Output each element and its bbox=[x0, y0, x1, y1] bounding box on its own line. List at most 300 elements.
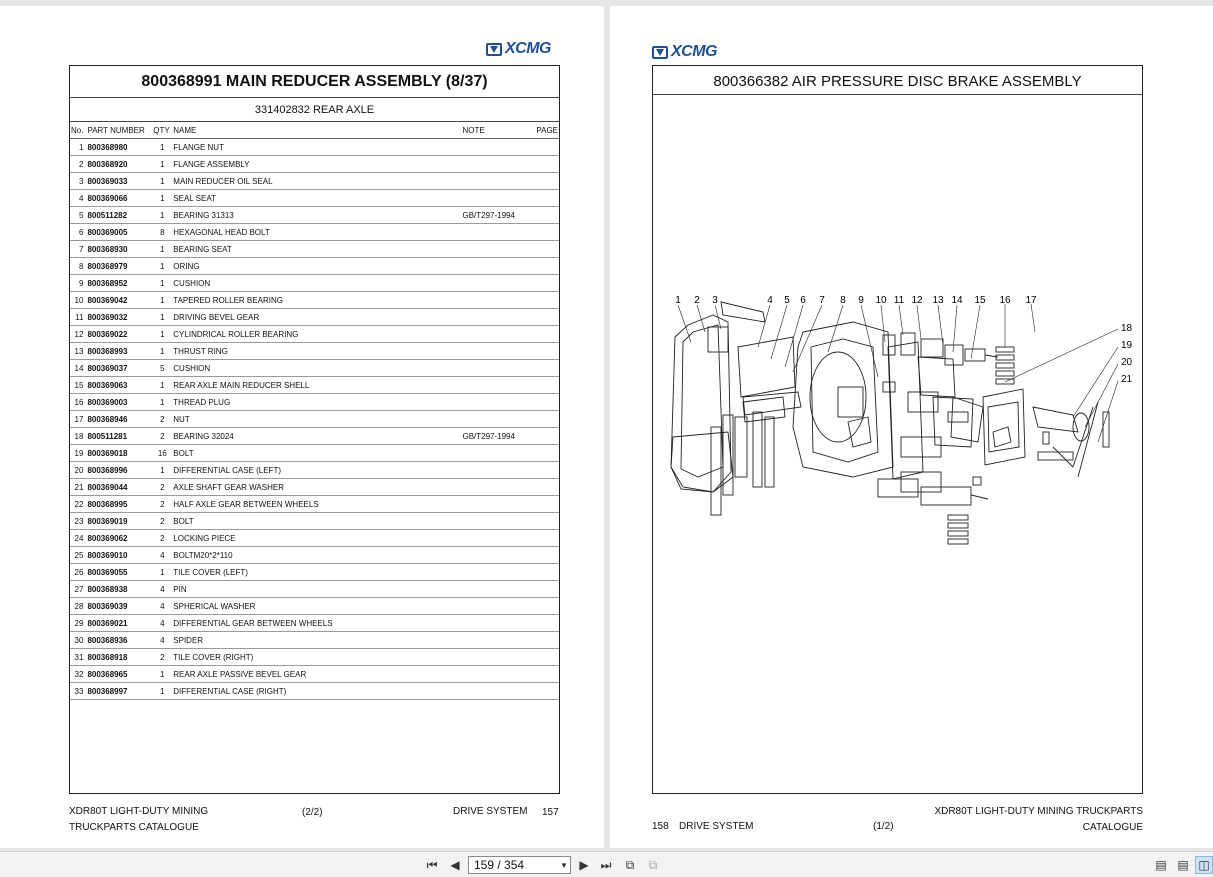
row-part-number: 800369021 bbox=[86, 615, 152, 632]
row-qty: 1 bbox=[152, 666, 172, 683]
table-row bbox=[70, 547, 559, 564]
callout-label: 12 bbox=[911, 295, 923, 306]
row-page bbox=[535, 598, 559, 615]
row-note bbox=[461, 190, 535, 207]
callout-label: 10 bbox=[875, 295, 887, 306]
xcmg-logo-icon bbox=[652, 46, 668, 59]
row-name: BEARING 31313 bbox=[172, 207, 461, 224]
row-part-number: 800369042 bbox=[86, 292, 152, 309]
table-row bbox=[70, 224, 559, 241]
row-page bbox=[535, 360, 559, 377]
row-note bbox=[461, 258, 535, 275]
row-part-number: 800368918 bbox=[86, 649, 152, 666]
single-page-icon: ▤ bbox=[1155, 858, 1167, 872]
row-qty: 4 bbox=[152, 581, 172, 598]
row-name: REAR AXLE MAIN REDUCER SHELL bbox=[172, 377, 461, 394]
row-no: 5 bbox=[70, 207, 86, 224]
row-note bbox=[461, 377, 535, 394]
row-page bbox=[535, 207, 559, 224]
right-footer-section: DRIVE SYSTEM bbox=[679, 821, 754, 832]
table-row bbox=[70, 445, 559, 462]
row-qty: 4 bbox=[152, 598, 172, 615]
row-qty: 1 bbox=[152, 564, 172, 581]
row-no: 6 bbox=[70, 224, 86, 241]
row-no: 14 bbox=[70, 360, 86, 377]
row-page bbox=[535, 241, 559, 258]
row-note: GB/T297-1994 bbox=[461, 207, 535, 224]
row-no: 27 bbox=[70, 581, 86, 598]
table-row bbox=[70, 479, 559, 496]
row-note bbox=[461, 326, 535, 343]
row-qty: 4 bbox=[152, 615, 172, 632]
row-part-number: 800369032 bbox=[86, 309, 152, 326]
row-note bbox=[461, 309, 535, 326]
row-note bbox=[461, 564, 535, 581]
row-page bbox=[535, 139, 559, 156]
row-qty: 1 bbox=[152, 190, 172, 207]
page-title: 800366382 AIR PRESSURE DISC BRAKE ASSEMBLY bbox=[653, 66, 1142, 95]
row-name: CUSHION bbox=[172, 360, 461, 377]
table-row bbox=[70, 666, 559, 683]
row-page bbox=[535, 666, 559, 683]
table-row bbox=[70, 275, 559, 292]
last-page-button[interactable] bbox=[597, 856, 615, 874]
callout-label: 8 bbox=[840, 295, 846, 306]
row-qty: 1 bbox=[152, 156, 172, 173]
row-qty: 1 bbox=[152, 462, 172, 479]
previous-page-button[interactable] bbox=[446, 856, 464, 874]
row-part-number: 800369044 bbox=[86, 479, 152, 496]
row-name: SPHERICAL WASHER bbox=[172, 598, 461, 615]
row-part-number: 800368936 bbox=[86, 632, 152, 649]
row-qty: 2 bbox=[152, 496, 172, 513]
row-no: 11 bbox=[70, 309, 86, 326]
row-qty: 1 bbox=[152, 326, 172, 343]
row-note bbox=[461, 445, 535, 462]
right-footer-page-number: 158 bbox=[652, 821, 669, 832]
page-indicator-text: 159 / 354 bbox=[474, 858, 525, 872]
row-no: 2 bbox=[70, 156, 86, 173]
table-row bbox=[70, 258, 559, 275]
row-qty: 4 bbox=[152, 632, 172, 649]
row-page bbox=[535, 275, 559, 292]
row-no: 25 bbox=[70, 547, 86, 564]
col-name: NAME bbox=[172, 122, 461, 139]
table-row bbox=[70, 207, 559, 224]
table-row bbox=[70, 292, 559, 309]
row-no: 24 bbox=[70, 530, 86, 547]
row-page bbox=[535, 224, 559, 241]
row-note bbox=[461, 156, 535, 173]
row-part-number: 800368965 bbox=[86, 666, 152, 683]
callout-label: 3 bbox=[712, 295, 718, 306]
row-note bbox=[461, 173, 535, 190]
row-name: BEARING SEAT bbox=[172, 241, 461, 258]
row-qty: 1 bbox=[152, 309, 172, 326]
row-page bbox=[535, 564, 559, 581]
row-qty: 1 bbox=[152, 275, 172, 292]
table-row bbox=[70, 173, 559, 190]
row-note bbox=[461, 632, 535, 649]
row-part-number: 800368997 bbox=[86, 683, 152, 700]
table-row bbox=[70, 394, 559, 411]
row-no: 31 bbox=[70, 649, 86, 666]
row-no: 28 bbox=[70, 598, 86, 615]
col-page: PAGE bbox=[535, 122, 559, 139]
callout-label: 11 bbox=[893, 295, 905, 306]
row-part-number: 800368993 bbox=[86, 343, 152, 360]
row-part-number: 800369033 bbox=[86, 173, 152, 190]
table-row bbox=[70, 530, 559, 547]
row-qty: 1 bbox=[152, 292, 172, 309]
row-no: 10 bbox=[70, 292, 86, 309]
row-name: MAIN REDUCER OIL SEAL bbox=[172, 173, 461, 190]
callout-label: 2 bbox=[694, 295, 700, 306]
row-part-number: 800368920 bbox=[86, 156, 152, 173]
row-no: 8 bbox=[70, 258, 86, 275]
right-footer-page-part: (1/2) bbox=[873, 821, 894, 832]
row-part-number: 800511282 bbox=[86, 207, 152, 224]
right-page bbox=[610, 6, 1213, 848]
row-name: THRUST RING bbox=[172, 343, 461, 360]
row-qty: 8 bbox=[152, 224, 172, 241]
callout-labels bbox=[675, 295, 1132, 385]
callout-label: 1 bbox=[675, 295, 681, 306]
first-page-button[interactable] bbox=[423, 856, 441, 874]
row-note bbox=[461, 547, 535, 564]
row-no: 17 bbox=[70, 411, 86, 428]
row-part-number: 800369005 bbox=[86, 224, 152, 241]
row-qty: 1 bbox=[152, 683, 172, 700]
row-part-number: 800369039 bbox=[86, 598, 152, 615]
table-row bbox=[70, 326, 559, 343]
row-note bbox=[461, 394, 535, 411]
row-qty: 1 bbox=[152, 343, 172, 360]
row-page bbox=[535, 309, 559, 326]
row-part-number: 800368995 bbox=[86, 496, 152, 513]
row-no: 19 bbox=[70, 445, 86, 462]
row-name: FLANGE ASSEMBLY bbox=[172, 156, 461, 173]
table-row bbox=[70, 360, 559, 377]
row-part-number: 800369010 bbox=[86, 547, 152, 564]
row-name: HALF AXLE GEAR BETWEEN WHEELS bbox=[172, 496, 461, 513]
xcmg-logo-icon bbox=[486, 43, 502, 56]
row-name: SPIDER bbox=[172, 632, 461, 649]
single-page-view-button[interactable] bbox=[1152, 856, 1170, 874]
left-footer-section: DRIVE SYSTEM bbox=[453, 806, 528, 817]
row-part-number: 800369022 bbox=[86, 326, 152, 343]
row-page bbox=[535, 258, 559, 275]
row-name: AXLE SHAFT GEAR WASHER bbox=[172, 479, 461, 496]
table-row bbox=[70, 377, 559, 394]
table-row bbox=[70, 615, 559, 632]
table-row bbox=[70, 462, 559, 479]
row-note bbox=[461, 224, 535, 241]
row-note bbox=[461, 360, 535, 377]
row-qty: 5 bbox=[152, 360, 172, 377]
row-qty: 1 bbox=[152, 258, 172, 275]
row-note bbox=[461, 411, 535, 428]
row-page bbox=[535, 683, 559, 700]
parts-table-body bbox=[70, 139, 559, 700]
table-row bbox=[70, 683, 559, 700]
row-qty: 16 bbox=[152, 445, 172, 462]
row-no: 33 bbox=[70, 683, 86, 700]
row-page bbox=[535, 530, 559, 547]
table-row bbox=[70, 496, 559, 513]
table-row bbox=[70, 513, 559, 530]
row-name: CYLINDRICAL ROLLER BEARING bbox=[172, 326, 461, 343]
row-part-number: 800368946 bbox=[86, 411, 152, 428]
table-row bbox=[70, 309, 559, 326]
row-note: GB/T297-1994 bbox=[461, 428, 535, 445]
row-note bbox=[461, 343, 535, 360]
go-back-view-button[interactable] bbox=[621, 856, 639, 874]
row-no: 23 bbox=[70, 513, 86, 530]
row-no: 4 bbox=[70, 190, 86, 207]
row-note bbox=[461, 530, 535, 547]
row-no: 22 bbox=[70, 496, 86, 513]
row-part-number: 800369066 bbox=[86, 190, 152, 207]
row-note bbox=[461, 241, 535, 258]
table-row bbox=[70, 598, 559, 615]
row-part-number: 800368980 bbox=[86, 139, 152, 156]
row-page bbox=[535, 496, 559, 513]
row-no: 29 bbox=[70, 615, 86, 632]
chevron-down-icon[interactable]: ▼ bbox=[560, 860, 568, 870]
row-note bbox=[461, 666, 535, 683]
page-number-field[interactable] bbox=[468, 856, 571, 874]
table-row bbox=[70, 343, 559, 360]
row-qty: 1 bbox=[152, 394, 172, 411]
row-page bbox=[535, 326, 559, 343]
footer-line-2: CATALOGUE bbox=[1082, 822, 1143, 833]
row-no: 15 bbox=[70, 377, 86, 394]
row-qty: 1 bbox=[152, 173, 172, 190]
row-page bbox=[535, 462, 559, 479]
col-no: No. bbox=[70, 122, 86, 139]
row-no: 26 bbox=[70, 564, 86, 581]
callout-label: 16 bbox=[999, 295, 1011, 306]
footer-line-2: TRUCKPARTS CATALOGUE bbox=[69, 822, 199, 833]
left-footer-page-number: 157 bbox=[542, 807, 559, 818]
row-name: DRIVING BEVEL GEAR bbox=[172, 309, 461, 326]
next-page-button[interactable] bbox=[575, 856, 593, 874]
row-part-number: 800368979 bbox=[86, 258, 152, 275]
table-row bbox=[70, 581, 559, 598]
continuous-page-icon: ▤ bbox=[1177, 858, 1189, 872]
page-title: 800368991 MAIN REDUCER ASSEMBLY (8/37) bbox=[141, 73, 488, 90]
row-note bbox=[461, 496, 535, 513]
row-page bbox=[535, 615, 559, 632]
row-page bbox=[535, 292, 559, 309]
bolt-stack-1 bbox=[996, 347, 1014, 384]
row-note bbox=[461, 462, 535, 479]
left-page bbox=[0, 6, 604, 848]
right-footer-catalogue bbox=[934, 804, 1143, 836]
row-part-number: 800368938 bbox=[86, 581, 152, 598]
back-view-icon: ⧉ bbox=[625, 857, 635, 872]
table-row bbox=[70, 156, 559, 173]
row-page bbox=[535, 343, 559, 360]
brake-parts-drawing bbox=[671, 302, 1118, 544]
row-note bbox=[461, 598, 535, 615]
row-name: TILE COVER (LEFT) bbox=[172, 564, 461, 581]
row-part-number: 800369063 bbox=[86, 377, 152, 394]
row-no: 30 bbox=[70, 632, 86, 649]
row-page bbox=[535, 156, 559, 173]
row-page bbox=[535, 173, 559, 190]
row-qty: 1 bbox=[152, 241, 172, 258]
row-name: TILE COVER (RIGHT) bbox=[172, 649, 461, 666]
row-qty: 2 bbox=[152, 649, 172, 666]
previous-page-icon: ◀ bbox=[450, 858, 460, 872]
callout-label: 17 bbox=[1025, 295, 1037, 306]
logo-text: XCMG bbox=[671, 43, 717, 60]
row-no: 12 bbox=[70, 326, 86, 343]
row-name: BOLTM20*2*110 bbox=[172, 547, 461, 564]
row-page bbox=[535, 445, 559, 462]
row-note bbox=[461, 513, 535, 530]
row-qty: 2 bbox=[152, 411, 172, 428]
row-no: 21 bbox=[70, 479, 86, 496]
row-note bbox=[461, 139, 535, 156]
row-qty: 2 bbox=[152, 428, 172, 445]
table-row bbox=[70, 564, 559, 581]
callout-label: 9 bbox=[858, 295, 864, 306]
row-part-number: 800511281 bbox=[86, 428, 152, 445]
callout-label: 5 bbox=[784, 295, 790, 306]
row-note bbox=[461, 479, 535, 496]
callout-label: 14 bbox=[951, 295, 963, 306]
row-note bbox=[461, 581, 535, 598]
row-note bbox=[461, 615, 535, 632]
xcmg-logo bbox=[486, 40, 551, 58]
row-qty: 1 bbox=[152, 139, 172, 156]
parts-list-frame bbox=[69, 65, 560, 794]
continuous-view-button[interactable] bbox=[1174, 856, 1192, 874]
row-part-number: 800368952 bbox=[86, 275, 152, 292]
parts-table bbox=[70, 121, 559, 700]
row-name: HEXAGONAL HEAD BOLT bbox=[172, 224, 461, 241]
row-note bbox=[461, 275, 535, 292]
row-part-number: 800369055 bbox=[86, 564, 152, 581]
row-part-number: 800369003 bbox=[86, 394, 152, 411]
col-note: NOTE bbox=[461, 122, 535, 139]
row-name: CUSHION bbox=[172, 275, 461, 292]
footer-line-1: XDR80T LIGHT-DUTY MINING TRUCKPARTS bbox=[934, 806, 1143, 817]
next-page-icon: ▶ bbox=[579, 858, 589, 872]
row-note bbox=[461, 292, 535, 309]
row-part-number: 800369019 bbox=[86, 513, 152, 530]
callout-label: 19 bbox=[1121, 340, 1133, 351]
row-page bbox=[535, 632, 559, 649]
callout-label: 21 bbox=[1121, 374, 1133, 385]
row-part-number: 800369037 bbox=[86, 360, 152, 377]
callout-label: 13 bbox=[932, 295, 944, 306]
row-no: 7 bbox=[70, 241, 86, 258]
row-page bbox=[535, 428, 559, 445]
table-row bbox=[70, 190, 559, 207]
row-name: FLANGE NUT bbox=[172, 139, 461, 156]
row-page bbox=[535, 649, 559, 666]
forward-view-icon: ⧉ bbox=[648, 857, 658, 872]
table-row bbox=[70, 649, 559, 666]
row-name: DIFFERENTIAL GEAR BETWEEN WHEELS bbox=[172, 615, 461, 632]
row-note bbox=[461, 683, 535, 700]
row-qty: 1 bbox=[152, 377, 172, 394]
row-note bbox=[461, 649, 535, 666]
row-name: TAPERED ROLLER BEARING bbox=[172, 292, 461, 309]
two-page-icon: ◫ bbox=[1198, 858, 1210, 872]
row-name: BOLT bbox=[172, 513, 461, 530]
col-part-number: PART NUMBER bbox=[86, 122, 152, 139]
viewer-toolbar bbox=[0, 851, 1213, 877]
table-row bbox=[70, 428, 559, 445]
two-page-view-button[interactable] bbox=[1195, 856, 1213, 874]
row-name: PIN bbox=[172, 581, 461, 598]
row-no: 20 bbox=[70, 462, 86, 479]
row-page bbox=[535, 479, 559, 496]
callout-label: 15 bbox=[974, 295, 986, 306]
row-page bbox=[535, 581, 559, 598]
callout-label: 4 bbox=[767, 295, 773, 306]
table-header-row bbox=[70, 122, 559, 139]
row-no: 9 bbox=[70, 275, 86, 292]
row-name: SEAL SEAT bbox=[172, 190, 461, 207]
xcmg-logo bbox=[652, 43, 717, 61]
table-row bbox=[70, 411, 559, 428]
footer-line-1: XDR80T LIGHT-DUTY MINING bbox=[69, 806, 209, 817]
logo-text: XCMG bbox=[505, 40, 551, 57]
diagram-frame bbox=[652, 65, 1143, 794]
row-page bbox=[535, 377, 559, 394]
callout-label: 18 bbox=[1121, 323, 1133, 334]
row-qty: 2 bbox=[152, 479, 172, 496]
left-footer-page-part: (2/2) bbox=[302, 807, 323, 818]
callout-label: 7 bbox=[819, 295, 825, 306]
row-part-number: 800368930 bbox=[86, 241, 152, 258]
row-page bbox=[535, 547, 559, 564]
row-no: 16 bbox=[70, 394, 86, 411]
row-name: THREAD PLUG bbox=[172, 394, 461, 411]
row-qty: 2 bbox=[152, 513, 172, 530]
row-name: BEARING 32024 bbox=[172, 428, 461, 445]
row-name: BOLT bbox=[172, 445, 461, 462]
bolt-stack-2 bbox=[948, 515, 968, 544]
leader-lines bbox=[678, 304, 1118, 442]
row-name: DIFFERENTIAL CASE (RIGHT) bbox=[172, 683, 461, 700]
row-page bbox=[535, 394, 559, 411]
row-name: DIFFERENTIAL CASE (LEFT) bbox=[172, 462, 461, 479]
callout-label: 20 bbox=[1121, 357, 1133, 368]
callout-label: 6 bbox=[800, 295, 806, 306]
row-name: REAR AXLE PASSIVE BEVEL GEAR bbox=[172, 666, 461, 683]
row-no: 18 bbox=[70, 428, 86, 445]
row-qty: 1 bbox=[152, 207, 172, 224]
row-page bbox=[535, 411, 559, 428]
row-no: 13 bbox=[70, 343, 86, 360]
table-row bbox=[70, 139, 559, 156]
exploded-view-diagram bbox=[653, 97, 1144, 794]
row-qty: 4 bbox=[152, 547, 172, 564]
row-name: LOCKING PIECE bbox=[172, 530, 461, 547]
row-no: 32 bbox=[70, 666, 86, 683]
first-page-icon: ⏮ bbox=[426, 857, 438, 872]
row-name: ORING bbox=[172, 258, 461, 275]
go-forward-view-button[interactable] bbox=[644, 856, 662, 874]
row-part-number: 800368996 bbox=[86, 462, 152, 479]
